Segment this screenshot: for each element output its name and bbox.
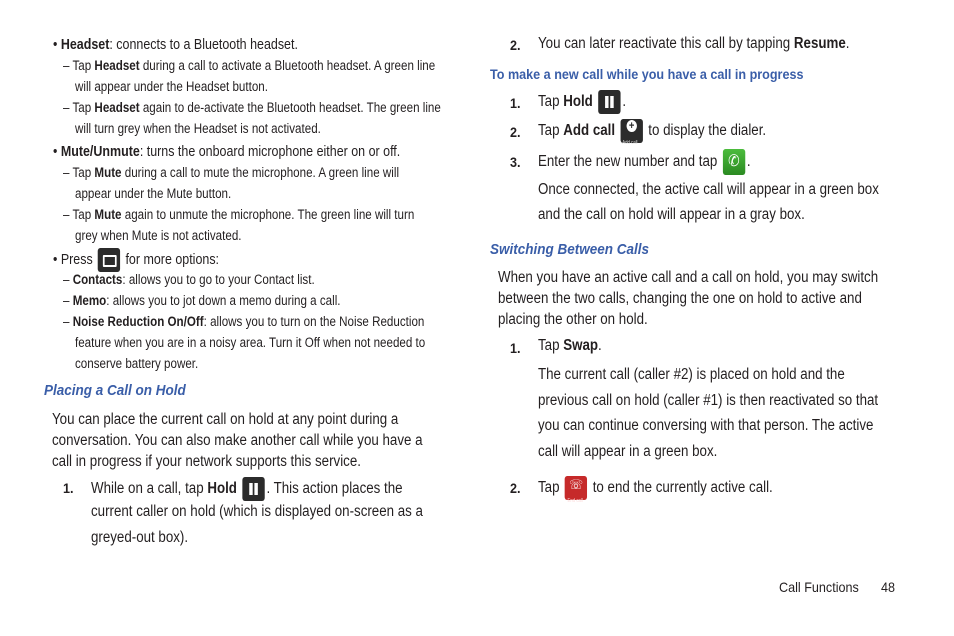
menu-key-icon — [98, 248, 120, 272]
option-memo: – Memo: allows you to jot down a memo during a call. — [63, 293, 341, 308]
phone-icon: ✆ — [723, 149, 745, 175]
new-call-step3-number: 3. — [510, 154, 521, 170]
hold-step1-line2: current caller on hold (which is displayed on-screen as a — [91, 503, 423, 520]
new-call-step2-number: 2. — [510, 124, 521, 140]
mute-tap2: – Tap Mute again to unmute the microphone. The green line will turn — [63, 207, 415, 222]
hold-step1-line3: greyed-out box). — [91, 529, 189, 546]
swap-note-line2: previous call on hold (caller #1) is then reactivated so that — [538, 392, 879, 409]
pause-icon — [598, 90, 620, 114]
hold-step1: While on a call, tap Hold . This action places the — [91, 477, 403, 501]
hold-para-line2: conversation. You can also make another call while you have a — [52, 432, 423, 449]
switch-para-line2: between the two calls, changing the one on hold to active and — [498, 290, 862, 307]
add-call-icon — [620, 119, 642, 143]
swap-note-line4: call will appear in a green box. — [538, 443, 718, 460]
mute-tap2-line2: grey when Mute is not activated. — [75, 228, 242, 243]
hold-step2: You can later reactivate this call by tapping Resume. — [538, 35, 850, 52]
new-call-heading: To make a new call while you have a call in progress — [490, 66, 804, 82]
hold-step2-number: 2. — [510, 37, 521, 53]
new-call-step2: Tap Add call + Add call to display the dialer. — [538, 119, 766, 143]
headset-bullet: • Headset: connects to a Bluetooth headset. — [53, 37, 298, 53]
new-call-note-line2: and the call on hold will appear in a gray box. — [538, 206, 805, 223]
new-call-step1: Tap Hold . — [538, 90, 626, 114]
headset-tap1-line2: will appear under the Headset button. — [75, 79, 268, 94]
switch-heading: Switching Between Calls — [490, 241, 650, 258]
mute-bullet: • Mute/Unmute: turns the onboard microphone either on or off. — [53, 144, 401, 160]
option-noise-reduction: – Noise Reduction On/Off: allows you to turn on the Noise Reduction — [63, 314, 425, 329]
footer-section-title: Call Functions — [779, 579, 859, 595]
swap-step2: Tap ☏ End call to end the currently active call. — [538, 476, 773, 500]
headset-tap2: – Tap Headset again to de-activate the Bluetooth headset. The green line — [63, 100, 441, 115]
hold-para-line1: You can place the current call on hold at any point during a — [52, 411, 399, 428]
switch-para-line1: When you have an active call and a call on hold, you may switch — [498, 269, 879, 286]
swap-step1-number: 1. — [510, 340, 521, 356]
option-contacts: – Contacts: allows you to go to your Contact list. — [63, 272, 315, 287]
noise-line3: conserve battery power. — [75, 356, 199, 371]
mute-tap1: – Tap Mute during a call to mute the microphone. A green line will — [63, 165, 400, 180]
new-call-step1-number: 1. — [510, 95, 521, 111]
hold-heading: Placing a Call on Hold — [44, 382, 186, 399]
press-bullet: • Press for more options: — [53, 248, 219, 272]
hold-para-line3: call in progress if your network supports this service. — [52, 453, 361, 470]
pause-icon — [242, 477, 264, 501]
noise-line2: feature when you are in a noisy area. Turn it Off when not needed to — [75, 335, 426, 350]
end-call-icon: ☏ End call — [565, 476, 587, 500]
swap-note-line3: you can continue conversing with that person. The active — [538, 417, 874, 434]
hold-step1-number: 1. — [63, 480, 74, 496]
swap-note-line1: The current call (caller #2) is placed on hold and the — [538, 366, 845, 383]
headset-tap2-line2: will turn grey when the Headset is not activated. — [75, 121, 321, 136]
footer-page-number: 48 — [881, 579, 896, 595]
mute-tap1-line2: appear under the Mute button. — [75, 186, 232, 201]
new-call-note-line1: Once connected, the active call will appear in a green box — [538, 181, 879, 198]
switch-para-line3: placing the other on hold. — [498, 311, 648, 328]
swap-step2-number: 2. — [510, 480, 521, 496]
new-call-step3: Enter the new number and tap ✆ . — [538, 149, 751, 175]
swap-step1: Tap Swap. — [538, 337, 602, 354]
headset-tap1: – Tap Headset during a call to activate a Bluetooth headset. A green line — [63, 58, 436, 73]
